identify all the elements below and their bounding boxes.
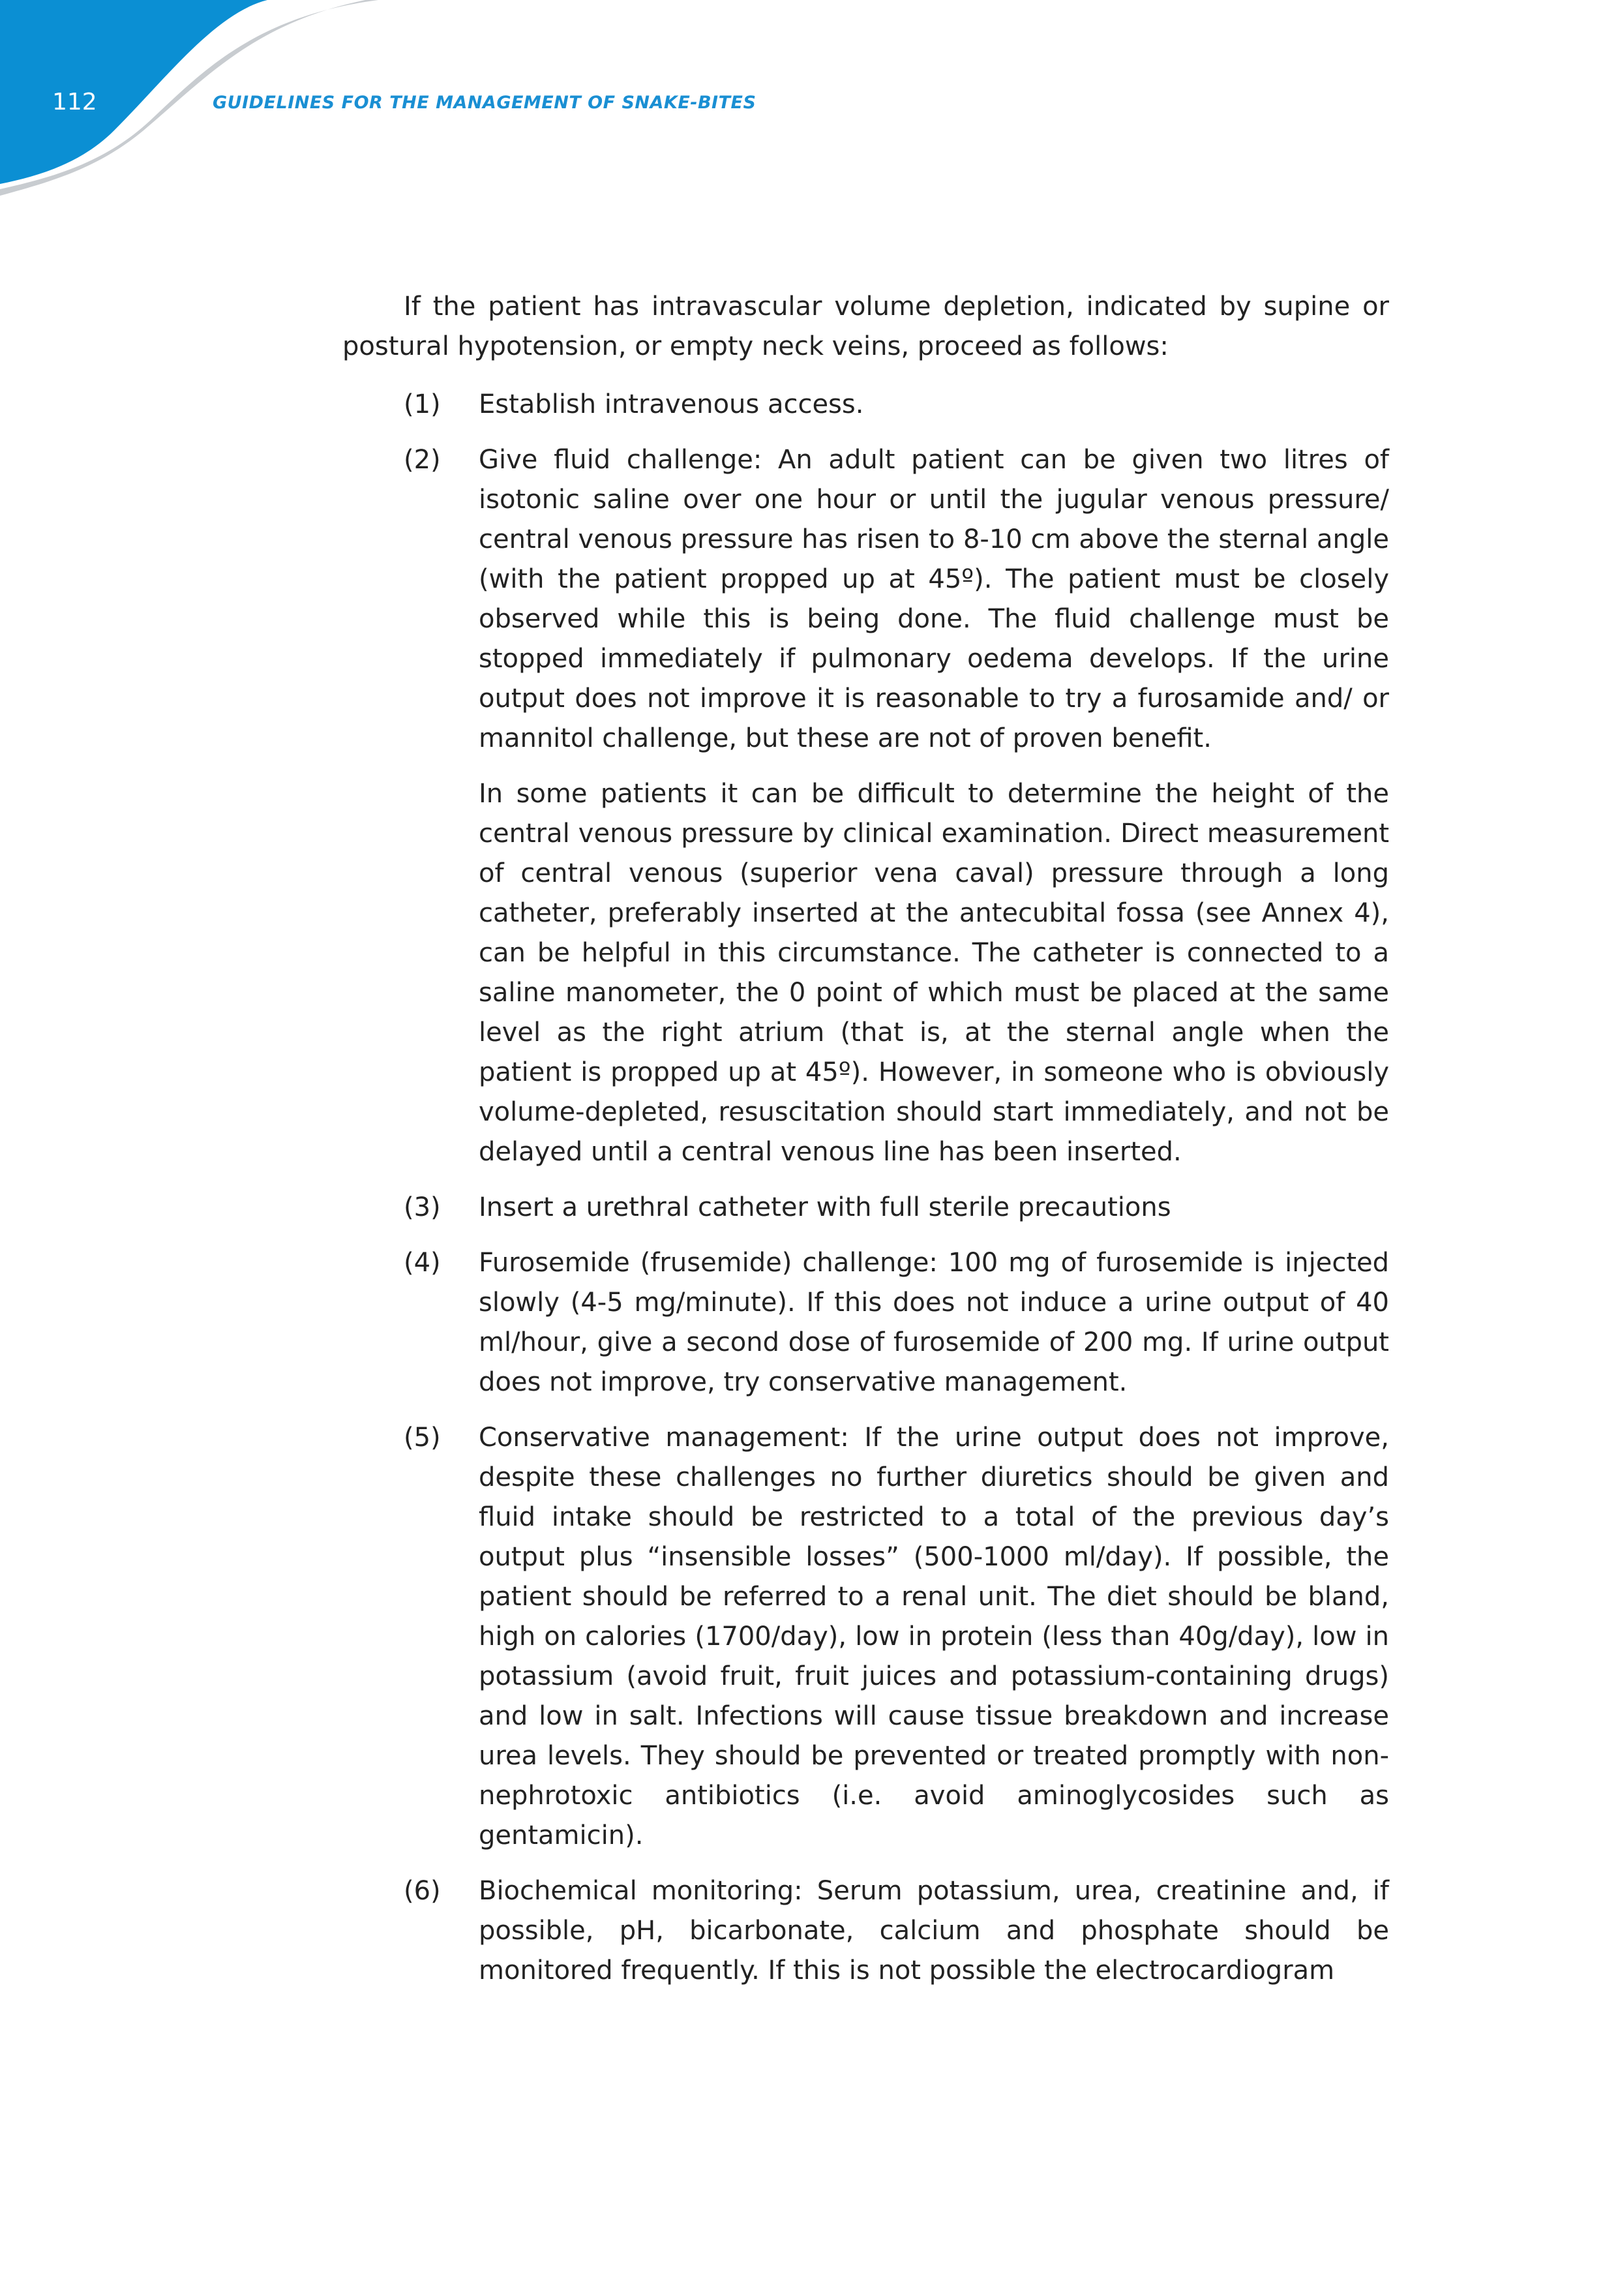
numbered-list <box>342 385 1389 1991</box>
list-item-paragraph: Furosemide (frusemide) challenge: 100 mg of furosemide is injected slowly (4-5 mg/minute). If this does not induce a urine output of 40 ml/hour, give a second dose of furosemide of 200 mg. If urine output does not improve, try conservative management. <box>479 1248 1389 1397</box>
list-item-text <box>479 1871 1389 1991</box>
list-item <box>342 1418 1389 1856</box>
list-item <box>342 1871 1389 1991</box>
list-item <box>342 440 1389 1172</box>
body-text <box>342 287 1389 2006</box>
list-item <box>342 1188 1389 1228</box>
list-item-number: (5) <box>404 1423 441 1453</box>
list-item-paragraph: Give fluid challenge: An adult patient can be given two litres of isotonic saline over one hour or until the jugular venous pressure/ central venous pressure has risen to 8-10 cm above the sternal angle (with the patient propped up at 45º). The patient must be closely observed while this is being done. The fluid challenge must be stopped immediately if pulmonary oedema develops. If the urine output does not improve it is reasonable to try a furosamide and/ or mannitol challenge, but these are not of proven benefit. <box>479 445 1389 753</box>
list-item-number: (1) <box>404 389 441 419</box>
list-item-paragraph: Conservative management: If the urine output does not improve, despite these challenges no further diuretics should be given and fluid intake should be restricted to a total of the previous day’s output plus “insensible losses” (500-1000 ml/day). If possible, the patient should be referred to a renal unit. The diet should be bland, high on calories (1700/day), low in protein (less than 40g/day), low in potassium (avoid fruit, fruit juices and potassium-containing drugs) and low in salt. Infections will cause tissue breakdown and increase urea levels. They should be prevented or treated promptly with non-nephrotoxic antibiotics (i.e. avoid aminoglycosides such as gentamicin). <box>479 1423 1389 1850</box>
list-item-text <box>479 1418 1389 1856</box>
list-item-number: (3) <box>404 1192 441 1222</box>
list-item-paragraph: In some patients it can be difficult to determine the height of the central venous pressure by clinical examination. Direct measurement of central venous (superior vena caval) pressure through a long catheter, preferably inserted at the antecubital fossa (see Annex 4), can be helpful in this circumstance. The catheter is connected to a saline manometer, the 0 point of which must be placed at the same level as the right atrium (that is, at the sternal angle when the patient is propped up at 45º). However, in someone who is obviously volume-depleted, resuscitation should start immediately, and not be delayed until a central venous line has been inserted. <box>479 779 1389 1167</box>
list-item <box>342 1243 1389 1402</box>
list-item-text <box>479 385 1389 425</box>
page-number: 112 <box>52 89 97 115</box>
list-item-number: (6) <box>404 1876 441 1906</box>
list-item-paragraph: Biochemical monitoring: Serum potassium, urea, creatinine and, if possible, pH, bicarbonate, calcium and phosphate should be monitored frequently. If this is not possible the electrocardiogram <box>479 1876 1389 1986</box>
list-item-text <box>479 440 1389 1172</box>
list-item-paragraph: Insert a urethral catheter with full sterile precautions <box>479 1192 1171 1222</box>
list-item-number: (4) <box>404 1248 441 1278</box>
header-blue-corner <box>0 0 267 184</box>
running-head-title: GUIDELINES FOR THE MANAGEMENT OF SNAKE-BITES <box>213 93 757 113</box>
list-item-text <box>479 1188 1389 1228</box>
list-item-paragraph: Establish intravenous access. <box>479 389 864 419</box>
intro-paragraph: If the patient has intravascular volume depletion, indicated by supine or postural hypotension, or empty neck veins, proceed as follows: <box>342 292 1389 361</box>
list-item <box>342 385 1389 425</box>
list-item-text <box>479 1243 1389 1402</box>
list-item-number: (2) <box>404 445 441 475</box>
